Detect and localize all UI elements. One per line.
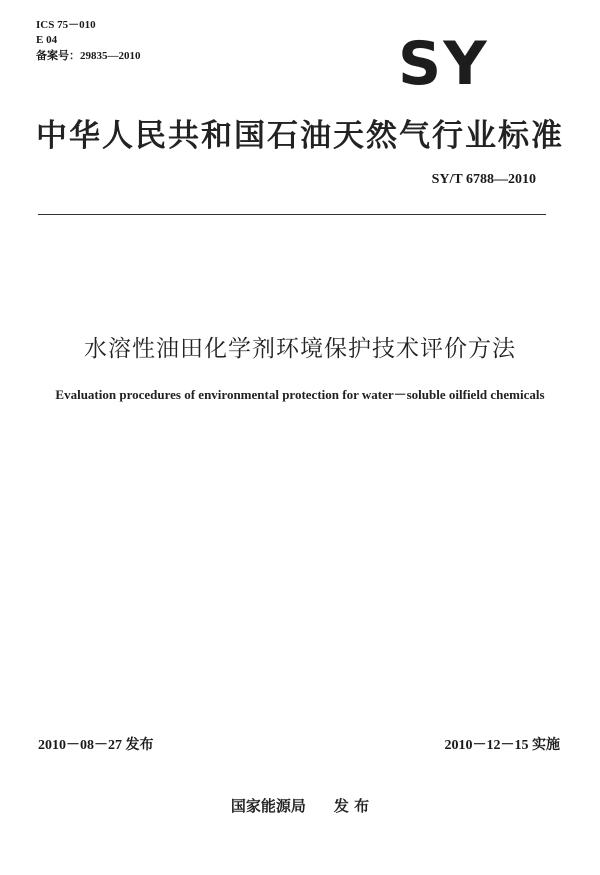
issue-date: 2010－08－27 发布 xyxy=(38,738,154,753)
document-title-chinese: 水溶性油田化学剂环境保护技术评价方法 xyxy=(84,336,516,362)
standard-number: SY/T 6788—2010 xyxy=(431,172,536,187)
organization-title: 中华人民共和国石油天然气行业标准 xyxy=(36,118,564,154)
document-title-english: Evaluation procedures of environmental protection for water－soluble oilfield chemicals xyxy=(55,387,545,402)
publisher-line xyxy=(0,795,600,816)
publisher-action: 发 布 xyxy=(333,797,370,815)
sy-logo: SY xyxy=(398,29,489,99)
header-divider xyxy=(38,214,546,215)
implementation-date: 2010－12－15 实施 xyxy=(444,738,560,753)
publisher-name: 国家能源局 xyxy=(230,797,306,815)
ics-code: ICS 75－010 xyxy=(36,19,96,31)
record-number: 备案号：29835—2010 xyxy=(36,50,141,62)
ccs-code: E 04 xyxy=(36,34,58,46)
